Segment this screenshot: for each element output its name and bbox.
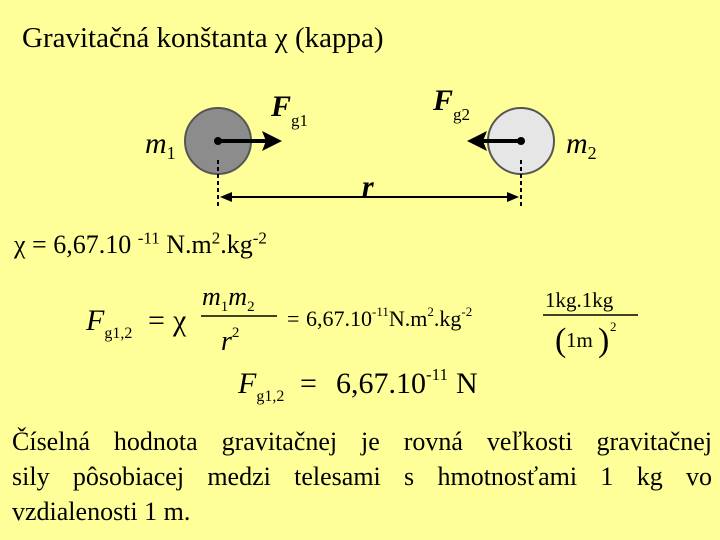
gravity-diagram [0, 0, 720, 220]
formula-frac2-numerator: 1kg.1kg [545, 288, 614, 312]
page-title: Gravitačná konštanta χ (kappa) [22, 22, 384, 54]
formula-frac2-rparen: ) [598, 322, 610, 359]
formula-eq2: = [287, 306, 300, 331]
explanation-paragraph [12, 424, 712, 529]
paragraph-line-1: Číselná hodnota gravitačnej je rovná veľkosti gravitačnej [12, 427, 712, 456]
formula-kappa: χ [173, 304, 187, 337]
formula-frac2-exp: 2 [610, 319, 617, 334]
formula-numerator: $m_1m_2$ [202, 282, 255, 315]
mass-1-label: $m_1$ [145, 127, 176, 163]
result-value: $6,67.10^{-11}$ N [336, 365, 478, 400]
formula-frac2-denominator: 1m [566, 328, 593, 352]
formula-block [0, 270, 720, 420]
force-1-label: $F_{g1}$ [271, 90, 309, 130]
formula-frac2-lparen: ( [555, 322, 567, 359]
paragraph-line-2: sily pôsobiacej medzi telesami s hmotnosťami 1 kg vo [12, 462, 712, 491]
paragraph-line-3: vzdialenosti 1 m. [12, 497, 191, 526]
result-equals: = [300, 367, 317, 400]
mass-2-label: $m_2$ [566, 127, 597, 163]
force-2-label: $F_{g2}$ [433, 84, 471, 124]
formula-lhs: $F_{g1,2}$ [86, 304, 133, 342]
distance-label: r [362, 170, 374, 203]
formula-value: $6,67.10^{-11}N.m^2.kg^{-2}$ [306, 304, 473, 331]
formula-denominator: $r^2$ [221, 325, 240, 357]
distance-arrowhead-left [220, 192, 232, 202]
constant-definition: χ = 6,67.10 $^{-11}$ $N.m^2.kg^{-2}$ [14, 228, 267, 259]
result-lhs: $F_{g1,2}$ [238, 367, 285, 405]
formula-equals: = [148, 304, 165, 337]
distance-arrowhead-right [507, 192, 519, 202]
